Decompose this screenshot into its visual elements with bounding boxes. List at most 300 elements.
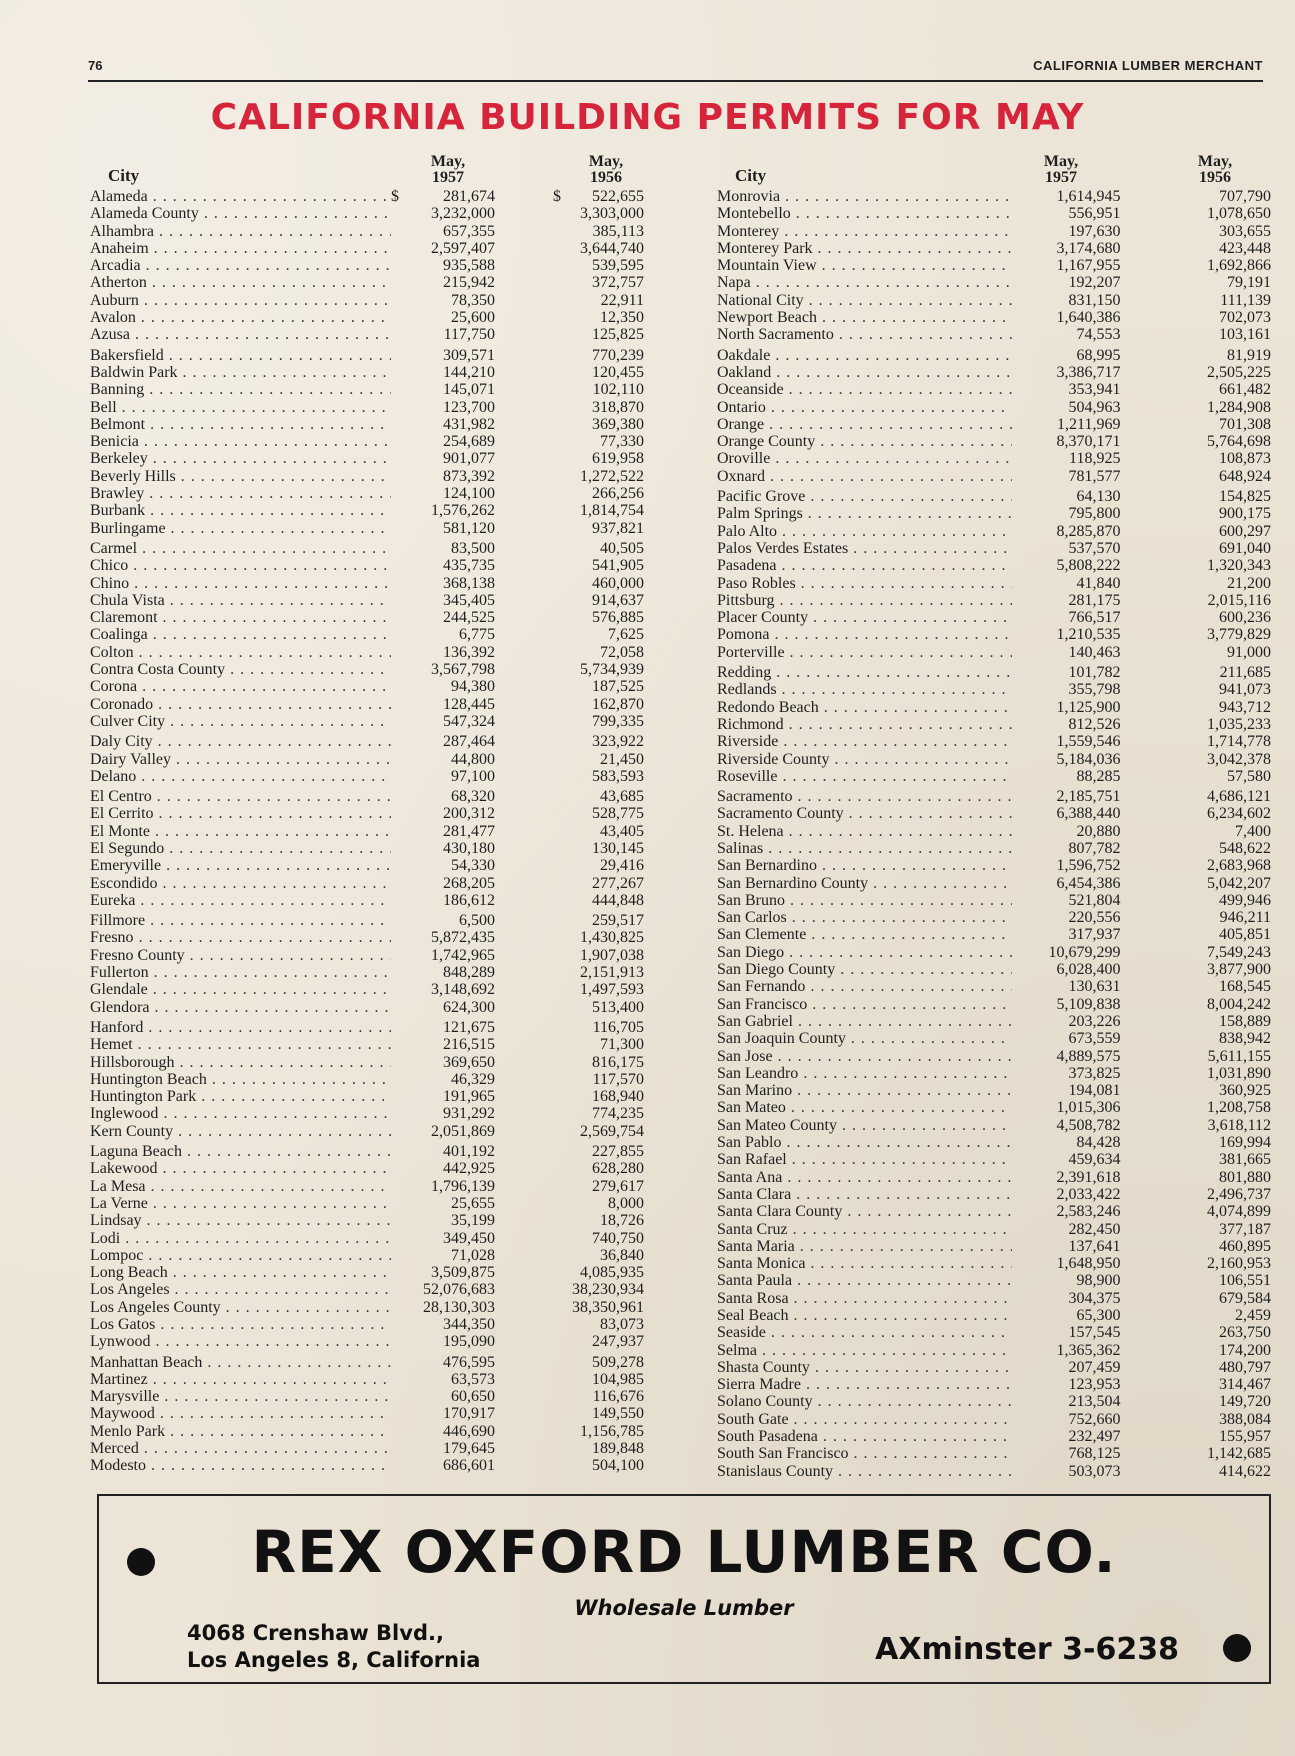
dollar-sign (391, 1123, 403, 1140)
permit-value-1956: 388,084 (1219, 1410, 1271, 1428)
table-row (715, 996, 1271, 1013)
permit-value-1956: 576,885 (592, 609, 644, 627)
dollar-sign (1012, 644, 1024, 661)
dollar-sign (391, 1088, 403, 1105)
dollar-sign (391, 592, 403, 609)
permit-value-1956: 2,459 (1235, 1307, 1271, 1324)
city-name: Azusa . . . (88, 326, 391, 343)
permit-value-1956: 816,175 (592, 1053, 644, 1071)
dollar-sign (1012, 188, 1024, 205)
dollar-sign (391, 557, 403, 574)
city-name: Kern County . . . (88, 1123, 391, 1140)
city-name: Pacific Grove . . . (715, 488, 1012, 505)
table-row (88, 713, 644, 730)
column-header (715, 148, 1271, 188)
permit-value-1957: 537,570 (1068, 539, 1121, 557)
permit-value-1956: 1,814,754 (580, 502, 644, 520)
permit-value-1957: 54,330 (451, 857, 495, 875)
permit-value-1956: 740,750 (592, 1229, 644, 1247)
dollar-sign (1012, 488, 1024, 505)
dollar-sign (1012, 1238, 1024, 1255)
permit-value-1956: 174,200 (1219, 1341, 1271, 1359)
table-row (715, 1065, 1271, 1082)
permit-value-1957: 5,109,838 (1056, 995, 1121, 1013)
dollar-sign (1012, 609, 1024, 626)
table-row (715, 381, 1271, 398)
table-row (715, 840, 1271, 857)
dollar-sign (391, 1333, 403, 1350)
city-name: Salinas . . . (715, 840, 1012, 857)
dollar-sign (391, 1440, 403, 1457)
dollar-sign (1012, 1324, 1024, 1341)
permit-value-1956: 3,618,112 (1207, 1116, 1271, 1134)
city-name: Modesto . . . (88, 1457, 391, 1474)
dollar-sign (391, 1105, 403, 1122)
city-name: San Joaquin County . . . (715, 1030, 1012, 1047)
city-name: Santa Monica . . . (715, 1255, 1012, 1272)
city-name: El Centro . . . (88, 788, 391, 805)
city-name: Lakewood . . . (88, 1160, 391, 1177)
permit-value-1957: 349,450 (443, 1229, 495, 1247)
permit-value-1956: 21,450 (600, 750, 644, 768)
permit-value-1957: 203,226 (1068, 1012, 1121, 1030)
city-name: Martinez . . . (88, 1371, 391, 1388)
permit-value-1957: 503,073 (1068, 1462, 1121, 1480)
table-row (88, 1143, 644, 1160)
table-row (715, 1307, 1271, 1324)
dollar-sign (1012, 961, 1024, 978)
city-name: Fullerton . . . (88, 964, 391, 981)
table-row (88, 292, 644, 309)
dollar-sign (391, 1178, 403, 1195)
dollar-sign (1012, 1082, 1024, 1099)
table-row (88, 733, 644, 750)
permit-value-1957: 521,804 (1068, 891, 1121, 909)
permit-value-1956: 528,775 (592, 805, 644, 823)
city-name: Pasadena . . . (715, 557, 1012, 574)
dollar-sign (391, 502, 403, 519)
dollar-sign (391, 1019, 403, 1036)
table-row (88, 875, 644, 892)
table-row (715, 205, 1271, 222)
permit-value-1956: 1,078,650 (1207, 205, 1271, 223)
city-name: Laguna Beach . . . (88, 1143, 391, 1160)
city-name: Delano . . . (88, 768, 391, 785)
permit-value-1957: 1,365,362 (1056, 1341, 1121, 1359)
table-row (715, 1290, 1271, 1307)
city-name: Menlo Park . . . (88, 1423, 391, 1440)
dollar-sign (1012, 626, 1024, 643)
permit-value-1957: 118,925 (1069, 450, 1121, 468)
table-row (88, 1316, 644, 1333)
city-name: Alameda County . . . (88, 205, 391, 222)
permit-value-1956: 423,448 (1219, 239, 1271, 257)
permit-value-1956: 5,764,698 (1207, 433, 1271, 451)
table-row (715, 805, 1271, 822)
dollar-sign (1012, 716, 1024, 733)
permit-rows-left (88, 188, 644, 1475)
permit-value-1957: 2,391,618 (1056, 1168, 1121, 1186)
dollar-sign (391, 678, 403, 695)
dollar-sign (391, 575, 403, 592)
permit-value-1956: 104,985 (592, 1370, 644, 1388)
permit-value-1956: 799,335 (592, 712, 644, 730)
table-row (715, 1463, 1271, 1480)
dollar-sign (1012, 326, 1024, 343)
city-name: Colton . . . (88, 644, 391, 661)
permit-value-1957: 88,285 (1076, 767, 1121, 785)
permit-value-1956: 2,015,116 (1207, 591, 1271, 609)
permit-value-1957: 1,559,546 (1056, 733, 1121, 751)
city-name: San Bernardino County . . . (715, 875, 1012, 892)
table-row (715, 644, 1271, 661)
permit-value-1956: 381,665 (1219, 1151, 1271, 1169)
permit-value-1956: 12,350 (600, 309, 644, 327)
permit-value-1956: 7,549,243 (1207, 943, 1271, 961)
table-row (88, 1371, 644, 1388)
permit-value-1956: 4,085,935 (580, 1264, 644, 1282)
permit-value-1956: 158,889 (1219, 1012, 1271, 1030)
permit-value-1956: 583,593 (592, 767, 644, 785)
ad-phone: AXminster 3-6238 (875, 1632, 1179, 1667)
permit-value-1957: 1,796,139 (431, 1177, 495, 1195)
header-may-1956: May, 1956 (588, 153, 624, 186)
city-name: Atherton . . . (88, 274, 391, 291)
permit-value-1956: 5,734,939 (580, 661, 644, 679)
city-name: Lynwood . . . (88, 1333, 391, 1350)
table-row (88, 540, 644, 557)
table-row (715, 1186, 1271, 1203)
permit-value-1957: 136,392 (443, 643, 495, 661)
dollar-sign (1012, 1169, 1024, 1186)
permit-value-1956: 279,617 (592, 1177, 644, 1195)
table-row (715, 540, 1271, 557)
permit-value-1957: 4,889,575 (1056, 1047, 1121, 1065)
permit-value-1957: 84,428 (1076, 1134, 1121, 1152)
table-row (88, 1299, 644, 1316)
city-name: Auburn . . . (88, 292, 391, 309)
permit-value-1957: 220,556 (1068, 909, 1121, 927)
permit-value-1956: 701,308 (1219, 415, 1271, 433)
city-name: Hillsborough . . . (88, 1054, 391, 1071)
city-name: San Leandro . . . (715, 1065, 1012, 1082)
city-name: Redding . . . (715, 664, 1012, 681)
table-row (88, 892, 644, 909)
table-row (88, 788, 644, 805)
permit-value-1956: 444,848 (592, 891, 644, 909)
dollar-sign (1012, 699, 1024, 716)
permit-value-1957: 5,184,036 (1056, 750, 1121, 768)
permit-value-1957: 4,508,782 (1056, 1116, 1121, 1134)
permit-value-1956: 946,211 (1219, 909, 1271, 927)
permit-value-1956-cell (495, 188, 644, 205)
city-name: Pittsburg . . . (715, 592, 1012, 609)
city-name: Sacramento County . . . (715, 805, 1012, 822)
permit-value-1956: 72,058 (600, 643, 644, 661)
table-row (88, 1333, 644, 1350)
table-row (715, 1151, 1271, 1168)
city-name: Merced . . . (88, 1440, 391, 1457)
table-row (715, 926, 1271, 943)
table-row (715, 751, 1271, 768)
permit-value-1956: 1,272,522 (580, 467, 644, 485)
dollar-sign (1012, 1151, 1024, 1168)
permit-value-1957: 68,995 (1076, 346, 1121, 364)
permit-value-1956: 168,545 (1219, 978, 1271, 996)
permit-value-1956: 8,004,242 (1207, 995, 1271, 1013)
dollar-sign (1012, 292, 1024, 309)
table-row (715, 416, 1271, 433)
header-may-1956: May, 1956 (1197, 153, 1233, 186)
permit-value-1956: 38,350,961 (572, 1298, 644, 1316)
permit-rows-right (715, 188, 1271, 1480)
dollar-sign (391, 1405, 403, 1422)
city-name: Mountain View . . . (715, 257, 1012, 274)
permit-value-1957: 344,350 (443, 1316, 495, 1333)
permit-value-1957: 28,130,303 (423, 1298, 495, 1316)
city-name: Monterey . . . (715, 223, 1012, 240)
permit-value-1957: 504,963 (1068, 398, 1121, 416)
table-row (88, 468, 644, 485)
permit-value-1956: 937,821 (592, 519, 644, 537)
dollar-sign (391, 1388, 403, 1405)
permit-value-1957: 3,509,875 (431, 1264, 495, 1282)
dollar-sign (391, 733, 403, 750)
dollar-sign (1012, 364, 1024, 381)
city-name: Selma . . . (715, 1342, 1012, 1359)
city-name: Newport Beach . . . (715, 309, 1012, 326)
table-row (715, 664, 1271, 681)
city-name: Dairy Valley . . . (88, 751, 391, 768)
table-row (715, 399, 1271, 416)
table-row (715, 716, 1271, 733)
permit-value-1957: 2,583,246 (1056, 1203, 1121, 1221)
table-row (88, 626, 644, 643)
dollar-sign (391, 1143, 403, 1160)
dollar-sign (391, 223, 403, 240)
table-row (88, 592, 644, 609)
permit-value-1956: 1,142,685 (1207, 1445, 1271, 1463)
table-row (88, 1423, 644, 1440)
city-name: Oakdale . . . (715, 347, 1012, 364)
permit-value-1957: 215,942 (443, 274, 495, 292)
city-name: Hemet . . . (88, 1036, 391, 1053)
permit-value-1956: 247,937 (592, 1333, 644, 1351)
dollar-sign (1012, 347, 1024, 364)
permit-value-1956: 1,714,778 (1207, 733, 1271, 751)
permit-value-1957: 130,631 (1068, 978, 1121, 996)
permit-value-1956: 1,692,866 (1207, 257, 1271, 275)
permit-value-1957: 345,405 (443, 591, 495, 609)
city-name: La Verne . . . (88, 1195, 391, 1212)
city-name: Huntington Park . . . (88, 1088, 391, 1105)
dollar-sign (1012, 1342, 1024, 1359)
dollar-sign (391, 1316, 403, 1333)
dollar-sign (1012, 1445, 1024, 1462)
table-row (88, 188, 644, 205)
dollar-sign (391, 1264, 403, 1281)
permit-value-1957: 435,735 (443, 557, 495, 575)
dollar-sign (391, 1247, 403, 1264)
ad-company-name: REX OXFORD LUMBER CO. (251, 1518, 1117, 1586)
publication-name: CALIFORNIA LUMBER MERCHANT (1033, 58, 1263, 73)
dollar-sign (1012, 1065, 1024, 1082)
city-name: Seal Beach . . . (715, 1307, 1012, 1324)
city-name: San Fernando . . . (715, 978, 1012, 995)
permit-value-1956: 460,895 (1219, 1237, 1271, 1255)
permit-value-1956: 1,320,343 (1207, 557, 1271, 575)
permit-value-1956: 943,712 (1219, 698, 1271, 716)
table-row (88, 857, 644, 874)
table-row (88, 1388, 644, 1405)
dollar-sign (391, 433, 403, 450)
dollar-sign (1012, 274, 1024, 291)
permit-value-1956: 77,330 (600, 433, 644, 451)
permit-value-1957: 63,573 (451, 1370, 495, 1388)
city-name: Marysville . . . (88, 1388, 391, 1405)
permit-value-1957: 8,285,870 (1056, 522, 1121, 540)
permit-value-1956: 40,505 (600, 539, 644, 557)
permit-value-1957: 795,800 (1068, 505, 1121, 523)
permit-value-1956: 116,676 (592, 1388, 644, 1406)
table-row (88, 751, 644, 768)
table-row (88, 912, 644, 929)
permit-value-1957: 216,515 (443, 1036, 495, 1054)
city-name: Oceanside . . . (715, 381, 1012, 398)
city-name: Hanford . . . (88, 1019, 391, 1036)
permit-value-1956: 36,840 (600, 1246, 644, 1264)
bullet-icon (1223, 1634, 1251, 1662)
city-name: Chino . . . (88, 575, 391, 592)
permit-value-1956: 303,655 (1219, 222, 1271, 240)
dollar-sign (1012, 805, 1024, 822)
city-name: Chico . . . (88, 557, 391, 574)
permit-value-1957: 766,517 (1068, 609, 1121, 627)
dollar-sign (1012, 575, 1024, 592)
city-name: Glendale . . . (88, 981, 391, 998)
permit-value-1956: 460,000 (592, 574, 644, 592)
ad-address-line2: Los Angeles 8, California (187, 1648, 481, 1672)
dollar-sign (391, 840, 403, 857)
permit-value-1957: 309,571 (443, 346, 495, 364)
table-row (88, 1123, 644, 1140)
dollar-sign (391, 751, 403, 768)
permit-value-1957: 244,525 (443, 609, 495, 627)
permit-value-1956: 263,750 (1219, 1324, 1271, 1342)
table-row (715, 1030, 1271, 1047)
permit-value-1957: 282,450 (1068, 1220, 1121, 1238)
permit-value-1956: 149,550 (592, 1405, 644, 1423)
city-name: Inglewood . . . (88, 1105, 391, 1122)
permit-value-1956: 318,870 (592, 398, 644, 416)
dollar-sign (391, 1281, 403, 1298)
table-row (715, 1203, 1271, 1220)
city-name: Contra Costa County . . . (88, 661, 391, 678)
city-name: San Diego County . . . (715, 961, 1012, 978)
city-name: Culver City . . . (88, 713, 391, 730)
table-row (715, 1082, 1271, 1099)
permit-value-1956: 4,074,899 (1207, 1203, 1271, 1221)
table-row (715, 1359, 1271, 1376)
city-name: Bakersfield . . . (88, 347, 391, 364)
table-row (88, 947, 644, 964)
dollar-sign: $ (553, 188, 561, 205)
table-row (715, 1238, 1271, 1255)
permit-value-1957: 5,808,222 (1056, 557, 1121, 575)
permit-value-1957: 101,782 (1068, 664, 1121, 682)
permit-value-1956: 504,100 (592, 1457, 644, 1475)
dollar-sign (391, 823, 403, 840)
dollar-sign (391, 1036, 403, 1053)
dollar-sign (391, 713, 403, 730)
city-name: Beverly Hills . . . (88, 468, 391, 485)
dollar-sign (1012, 523, 1024, 540)
permit-value-1957: 1,211,969 (1057, 415, 1121, 433)
table-row (715, 1048, 1271, 1065)
table-row (88, 1071, 644, 1088)
city-name: Sierra Madre . . . (715, 1376, 1012, 1393)
dollar-sign (391, 364, 403, 381)
table-row (715, 326, 1271, 343)
table-row (88, 840, 644, 857)
table-row (715, 557, 1271, 574)
permit-value-1957: 207,459 (1068, 1358, 1121, 1376)
dollar-sign (391, 309, 403, 326)
permit-value-1957: 873,392 (443, 467, 495, 485)
permit-value-1957: 281,674 (443, 188, 495, 205)
city-name: Santa Cruz . . . (715, 1221, 1012, 1238)
city-name: Emeryville . . . (88, 857, 391, 874)
permit-value-1956: 108,873 (1219, 450, 1271, 468)
permit-value-1957: 97,100 (451, 767, 495, 785)
table-row (715, 523, 1271, 540)
city-name: Eureka . . . (88, 892, 391, 909)
table-row (715, 768, 1271, 785)
permit-value-1957: 901,077 (443, 450, 495, 468)
permit-value-1957: 476,595 (443, 1353, 495, 1371)
city-name: Coalinga . . . (88, 626, 391, 643)
permit-value-1956: 509,278 (592, 1353, 644, 1371)
dollar-sign (391, 1354, 403, 1371)
dollar-sign (1012, 416, 1024, 433)
permit-value-1957: 123,953 (1068, 1376, 1121, 1394)
city-name: Shasta County . . . (715, 1359, 1012, 1376)
dollar-sign (391, 1160, 403, 1177)
permit-value-1957: 581,120 (443, 519, 495, 537)
table-row (88, 381, 644, 398)
table-row (88, 557, 644, 574)
city-name: Orange . . . (715, 416, 1012, 433)
city-name: Escondido . . . (88, 875, 391, 892)
city-name: Manhattan Beach . . . (88, 1354, 391, 1371)
city-name: Santa Maria . . . (715, 1238, 1012, 1255)
table-row (715, 592, 1271, 609)
permit-value-1957: 213,504 (1068, 1393, 1121, 1411)
permit-value-1957: 401,192 (443, 1143, 495, 1161)
dollar-sign (391, 468, 403, 485)
permit-value-1956: 5,611,155 (1207, 1047, 1271, 1065)
table-row (715, 1342, 1271, 1359)
table-row (88, 661, 644, 678)
table-row (88, 696, 644, 713)
table-row (715, 733, 1271, 750)
table-row (715, 240, 1271, 257)
table-row (88, 768, 644, 785)
dollar-sign (391, 1054, 403, 1071)
permit-value-1957: 8,370,171 (1056, 433, 1121, 451)
permit-value-1957: 6,454,386 (1056, 874, 1121, 892)
permit-value-1956: 372,757 (592, 274, 644, 292)
